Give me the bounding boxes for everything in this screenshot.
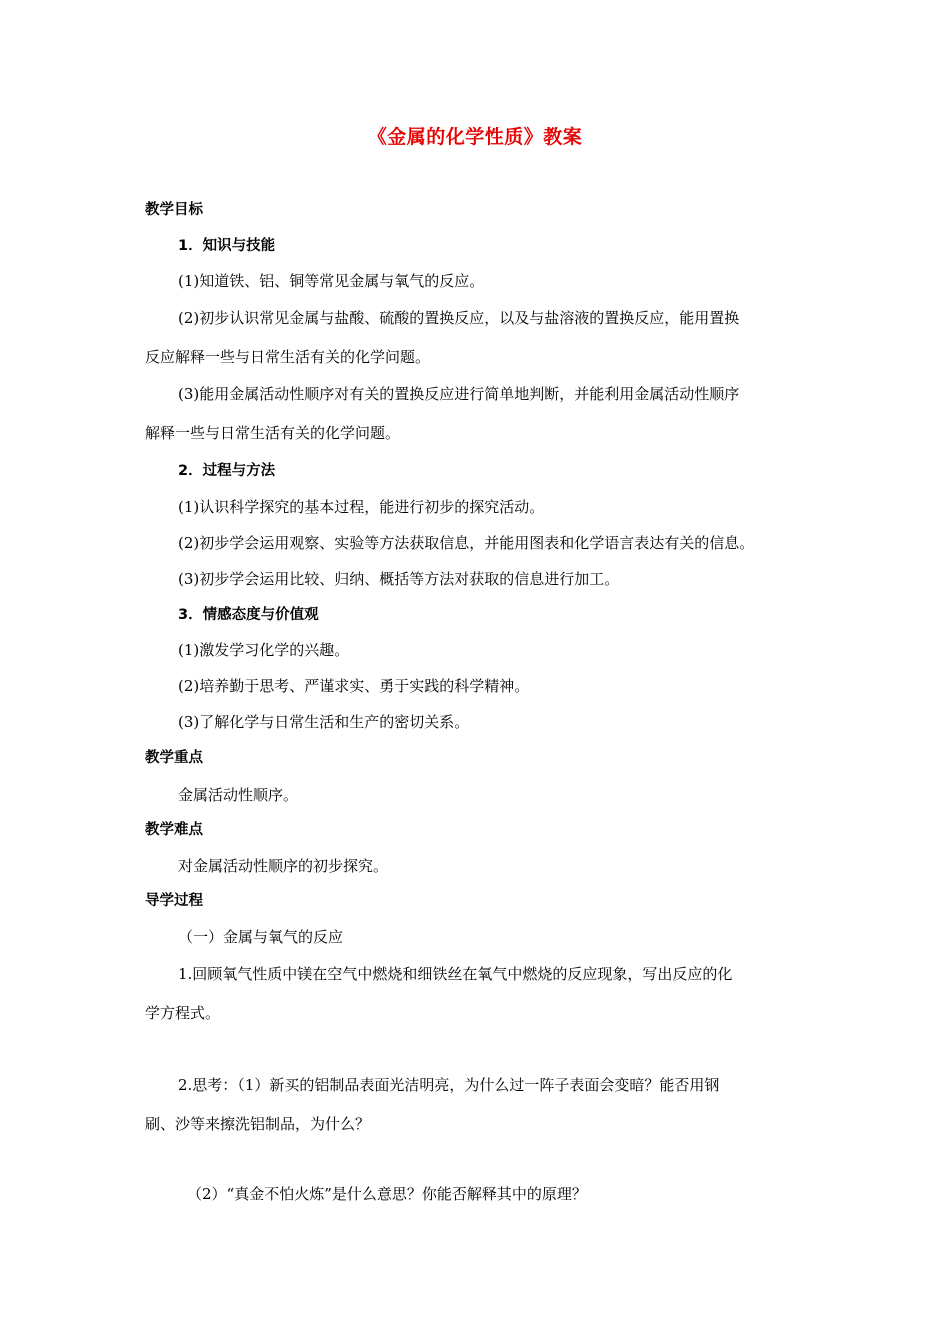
paragraph: (2)培养勤于思考、严谨求实、勇于实践的科学精神。: [178, 677, 530, 695]
paragraph: 学方程式。: [145, 1004, 221, 1022]
paragraph: 2.思考：（1）新买的铝制品表面光洁明亮，为什么过一阵子表面会变暗？能否用钢: [178, 1076, 720, 1094]
subheading-process-method: 2．过程与方法: [178, 463, 276, 479]
paragraph: (1)知道铁、铝、铜等常见金属与氧气的反应。: [178, 272, 485, 290]
paragraph: 对金属活动性顺序的初步探究。: [178, 857, 389, 875]
subheading-knowledge-skills: 1．知识与技能: [178, 238, 276, 254]
paragraph: 解释一些与日常生活有关的化学问题。: [145, 424, 401, 442]
paragraph: (2)初步学会运用观察、实验等方法获取信息，并能用图表和化学语言表达有关的信息。: [178, 534, 755, 552]
paragraph: 金属活动性顺序。: [178, 786, 299, 804]
document-title: 《金属的化学性质》教案: [367, 126, 583, 148]
paragraph: (1)认识科学探究的基本过程，能进行初步的探究活动。: [178, 498, 545, 516]
paragraph: (3)能用金属活动性顺序对有关的置换反应进行简单地判断，并能利用金属活动性顺序: [178, 385, 740, 403]
paragraph: （2）“真金不怕火炼”是什么意思？你能否解释其中的原理？: [187, 1185, 587, 1203]
heading-goals: 教学目标: [145, 202, 203, 218]
paragraph: (3)了解化学与日常生活和生产的密切关系。: [178, 713, 470, 731]
paragraph: （一）金属与氧气的反应: [178, 928, 344, 946]
heading-key-point: 教学重点: [145, 750, 203, 766]
paragraph: 刷、沙等来擦洗铝制品，为什么？: [145, 1115, 371, 1133]
subheading-attitude-values: 3．情感态度与价值观: [178, 607, 319, 623]
paragraph: (1)激发学习化学的兴趣。: [178, 641, 350, 659]
heading-difficulty: 教学难点: [145, 822, 203, 838]
paragraph: 1.回顾氧气性质中镁在空气中燃烧和细铁丝在氧气中燃烧的反应现象，写出反应的化: [178, 965, 733, 983]
paragraph: (3)初步学会运用比较、归纳、概括等方法对获取的信息进行加工。: [178, 570, 620, 588]
heading-process: 导学过程: [145, 893, 203, 909]
paragraph: 反应解释一些与日常生活有关的化学问题。: [145, 348, 431, 366]
paragraph: (2)初步认识常见金属与盐酸、硫酸的置换反应，以及与盐溶液的置换反应，能用置换: [178, 309, 740, 327]
